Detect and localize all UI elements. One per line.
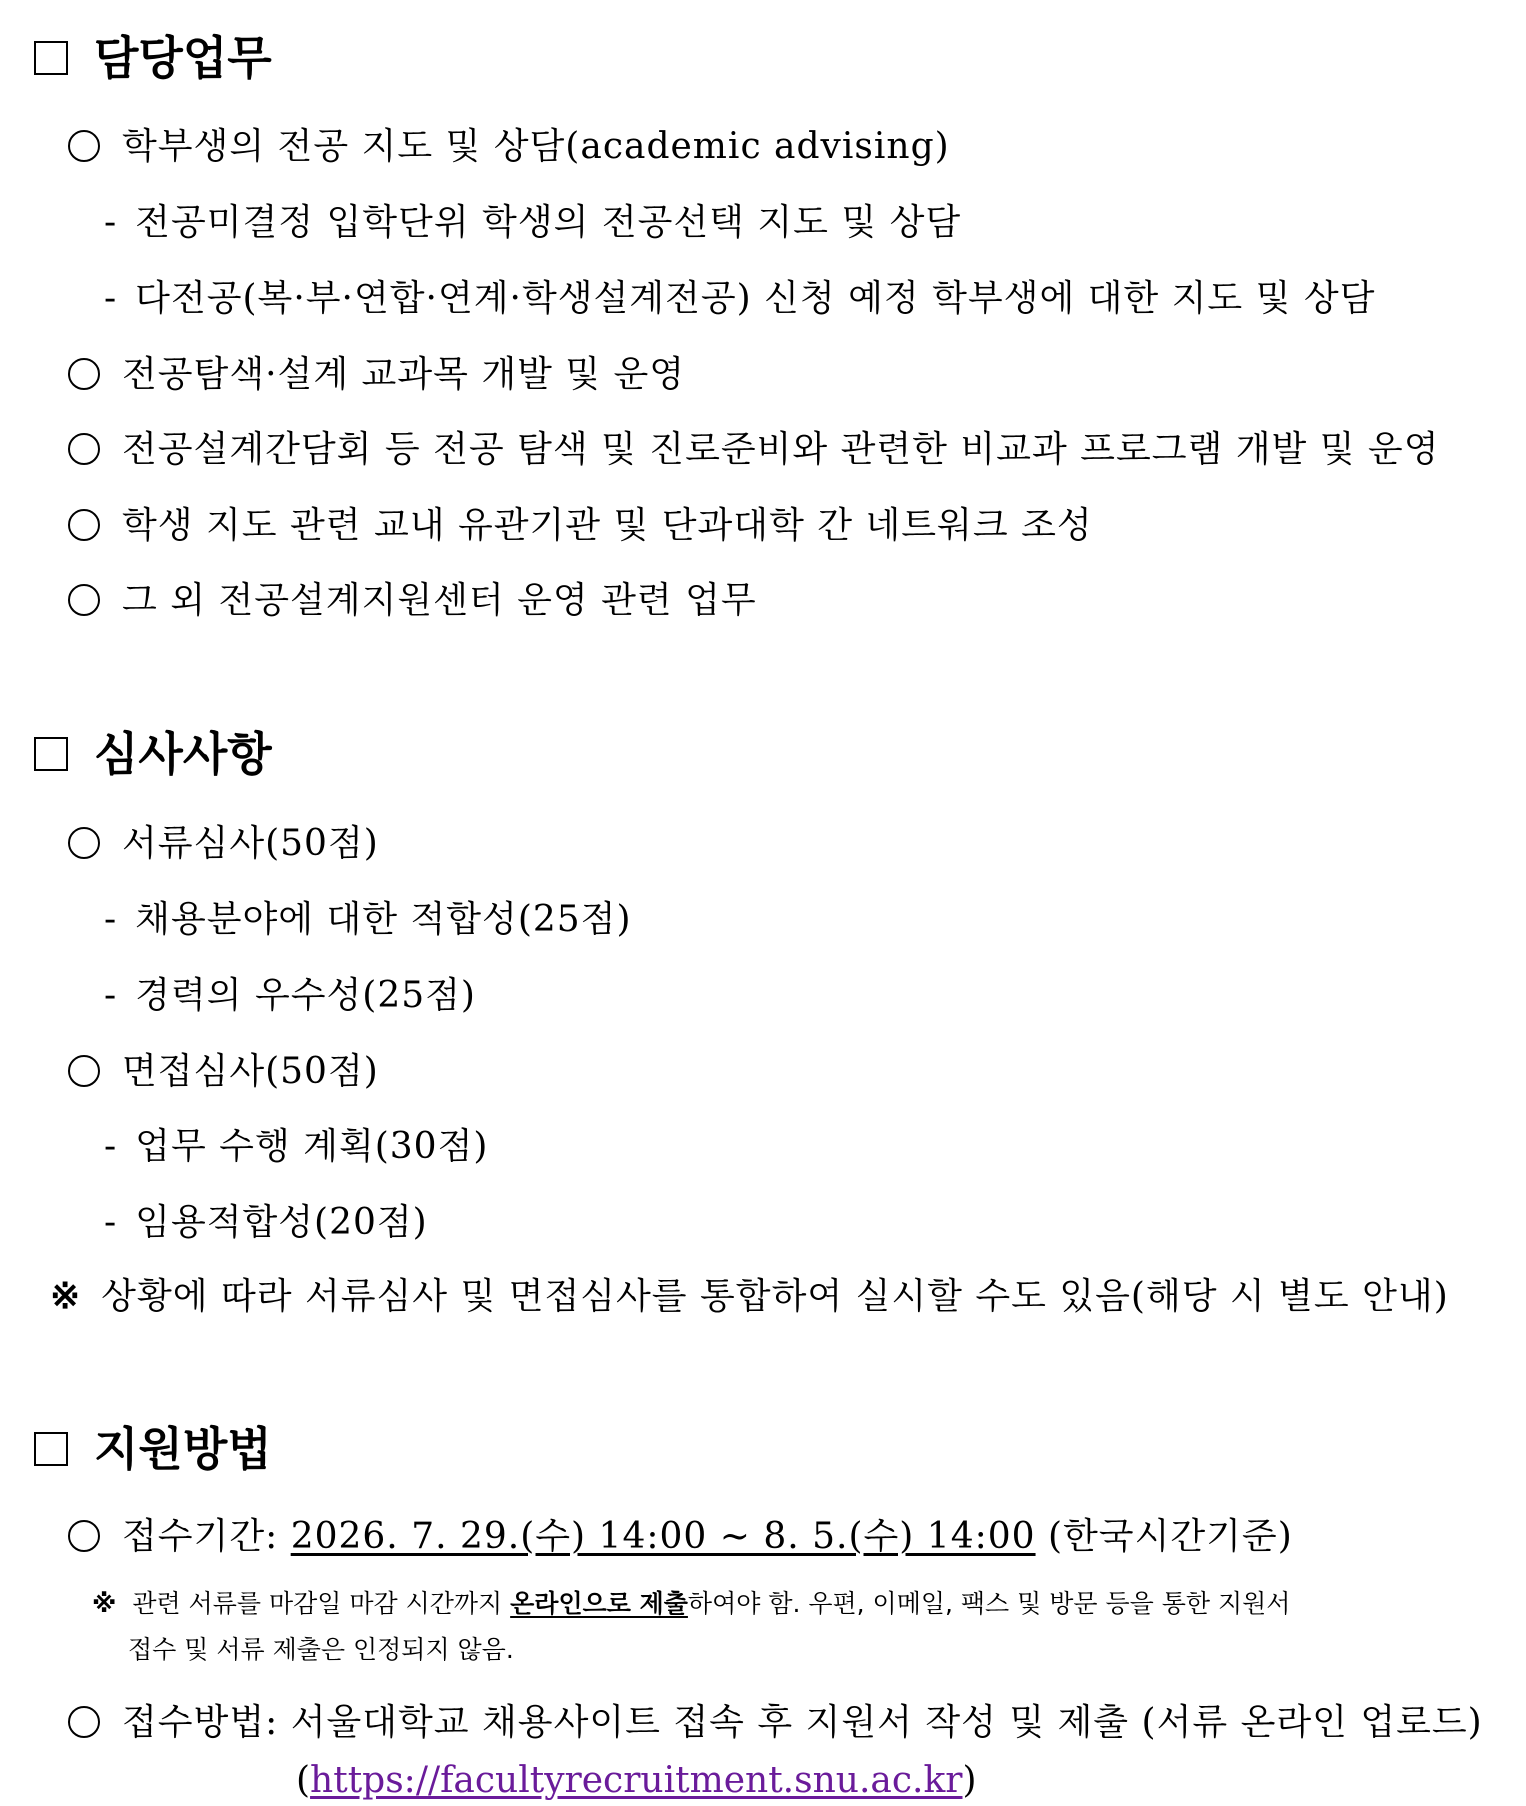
online-submission-emphasis: 온라인으로 제출 — [510, 1589, 688, 1618]
list-item: 전공탐색·설계 교과목 개발 및 운영 — [68, 346, 685, 397]
section-heading-duties: 담당업무 — [34, 22, 272, 88]
list-item: - 전공미결정 입학단위 학생의 전공선택 지도 및 상담 — [104, 202, 962, 243]
apply-period-value: 2026. 7. 29.(수) 14:00 ~ 8. 5.(수) 14:00 — [290, 1516, 1036, 1557]
list-item: 그 외 전공설계지원센터 운영 관련 업무 — [68, 572, 757, 623]
list-item: - 업무 수행 계획(30점) — [104, 1126, 489, 1167]
apply-notice-line2: 접수 및 서류 제출은 인정되지 않음. — [128, 1635, 514, 1664]
circle-bullet-icon — [68, 584, 100, 616]
circle-bullet-icon — [68, 358, 100, 390]
circle-bullet-icon — [68, 130, 100, 162]
list-item: 면접심사(50점) — [68, 1043, 379, 1094]
circle-bullet-icon — [68, 1706, 100, 1738]
apply-notice: ※ 관련 서류를 마감일 마감 시간까지 온라인으로 제출하여야 함. 우편, 이메일, 팩스 및 방문 등을 통한 지원서 — [92, 1589, 1291, 1618]
list-item: - 다전공(복·부·연합·연계·학생설계전공) 신청 예정 학부생에 대한 지도 및 상담 — [104, 278, 1376, 319]
review-note: ※ 상황에 따라 서류심사 및 면접심사를 통합하여 실시할 수도 있음(해당 시 별도 안내) — [50, 1275, 1449, 1317]
section-heading-review: 심사사항 — [34, 718, 272, 784]
list-item: - 경력의 우수성(25점) — [104, 975, 476, 1016]
checkbox-square-icon — [34, 1432, 68, 1466]
list-item: - 임용적합성(20점) — [104, 1202, 428, 1243]
reference-mark-icon: ※ — [50, 1275, 82, 1317]
apply-method: 접수방법: 서울대학교 채용사이트 접속 후 지원서 작성 및 제출 (서류 온라인 업로드) — [68, 1694, 1483, 1745]
circle-bullet-icon — [68, 827, 100, 859]
checkbox-square-icon — [34, 737, 68, 771]
apply-url-line: (https://facultyrecruitment.snu.ac.kr) — [296, 1760, 977, 1801]
circle-bullet-icon — [68, 1520, 100, 1552]
list-item: 학생 지도 관련 교내 유관기관 및 단과대학 간 네트워크 조성 — [68, 497, 1093, 548]
circle-bullet-icon — [68, 433, 100, 465]
list-item: - 채용분야에 대한 적합성(25점) — [104, 899, 632, 940]
list-item: 학부생의 전공 지도 및 상담(academic advising) — [68, 118, 950, 169]
circle-bullet-icon — [68, 1055, 100, 1087]
apply-period: 접수기간: 2026. 7. 29.(수) 14:00 ~ 8. 5.(수) 14:00 (한국시간기준) — [68, 1508, 1293, 1559]
circle-bullet-icon — [68, 509, 100, 541]
section-heading-apply: 지원방법 — [34, 1413, 272, 1479]
list-item: 전공설계간담회 등 전공 탐색 및 진로준비와 관련한 비교과 프로그램 개발 및 운영 — [68, 421, 1440, 472]
reference-mark-icon: ※ — [92, 1589, 117, 1618]
recruitment-site-link[interactable]: https://facultyrecruitment.snu.ac.kr — [310, 1760, 963, 1801]
checkbox-square-icon — [34, 41, 68, 75]
list-item: 서류심사(50점) — [68, 815, 379, 866]
